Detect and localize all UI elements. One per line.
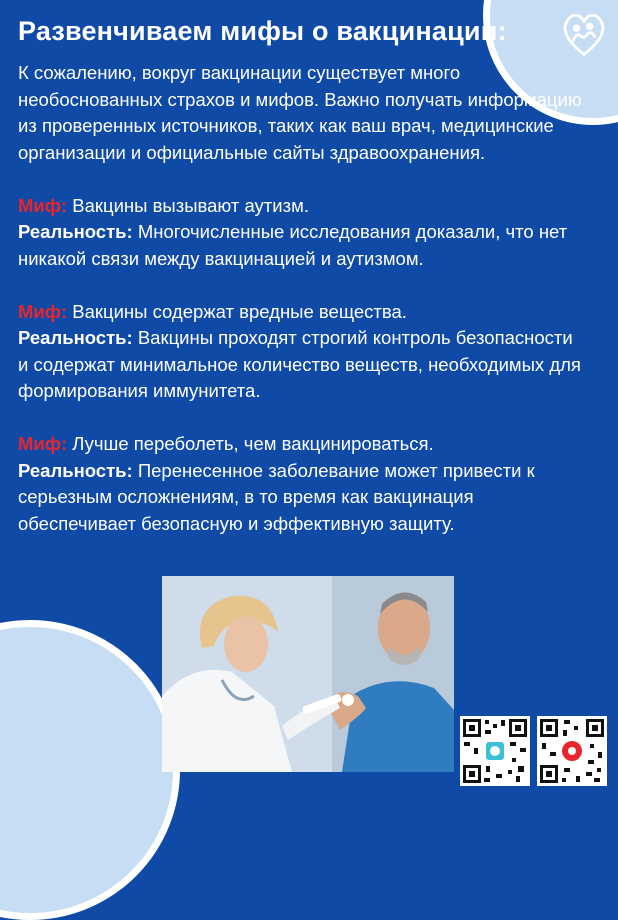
qr-code [537, 716, 607, 786]
myth-text: Вакцины содержат вредные вещества. [72, 300, 407, 322]
reality-label: Реальность: [18, 459, 133, 481]
myth-label: Миф: [18, 433, 68, 454]
myth-label: Миф: [18, 194, 68, 216]
reality-text: Вакцины проходят строгий контроль безопасности и содержат минимальное количество веществ, необходимых для формирования иммунитета. [18, 327, 581, 401]
article-body [18, 60, 586, 537]
qr-code [460, 716, 530, 786]
reality-text: Многочисленные исследования доказали, что нет никакой связи между вакцинацией и аутизмом. [18, 221, 568, 269]
myth-line [18, 299, 586, 326]
reality-label: Реальность: [18, 221, 133, 242]
myth-block-3 [18, 431, 586, 537]
vaccination-photo [162, 576, 454, 772]
reality-text: Перенесенное заболевание может привести к серьезным осложнениям, в то время как вакцинация обеспечивает безопасную и эффективную защиту. [18, 459, 535, 534]
family-logo-icon [556, 4, 612, 60]
corner-decoration-bottom-left [0, 620, 180, 920]
myth-block-1 [18, 193, 586, 273]
myth-text: Вакцины вызывают аутизм. [72, 194, 309, 216]
reality-line [18, 325, 586, 405]
page-title: Развенчиваем мифы о вакцинации: [18, 16, 507, 46]
myth-line [18, 431, 586, 458]
reality-label: Реальность: [18, 327, 133, 348]
myth-line [18, 193, 586, 220]
myth-block-2 [18, 299, 586, 405]
reality-line [18, 219, 586, 272]
intro-paragraph: К сожалению, вокруг вакцинации существует много необоснованных страхов и мифов. Важно получать информацию из проверенных источников, таких как ваш врач, медицинские организации и официальные сайты здравоохранения. [18, 62, 582, 163]
reality-line [18, 458, 586, 538]
myth-label: Миф: [18, 300, 68, 322]
myth-text: Лучше переболеть, чем вакцинироваться. [72, 433, 434, 454]
